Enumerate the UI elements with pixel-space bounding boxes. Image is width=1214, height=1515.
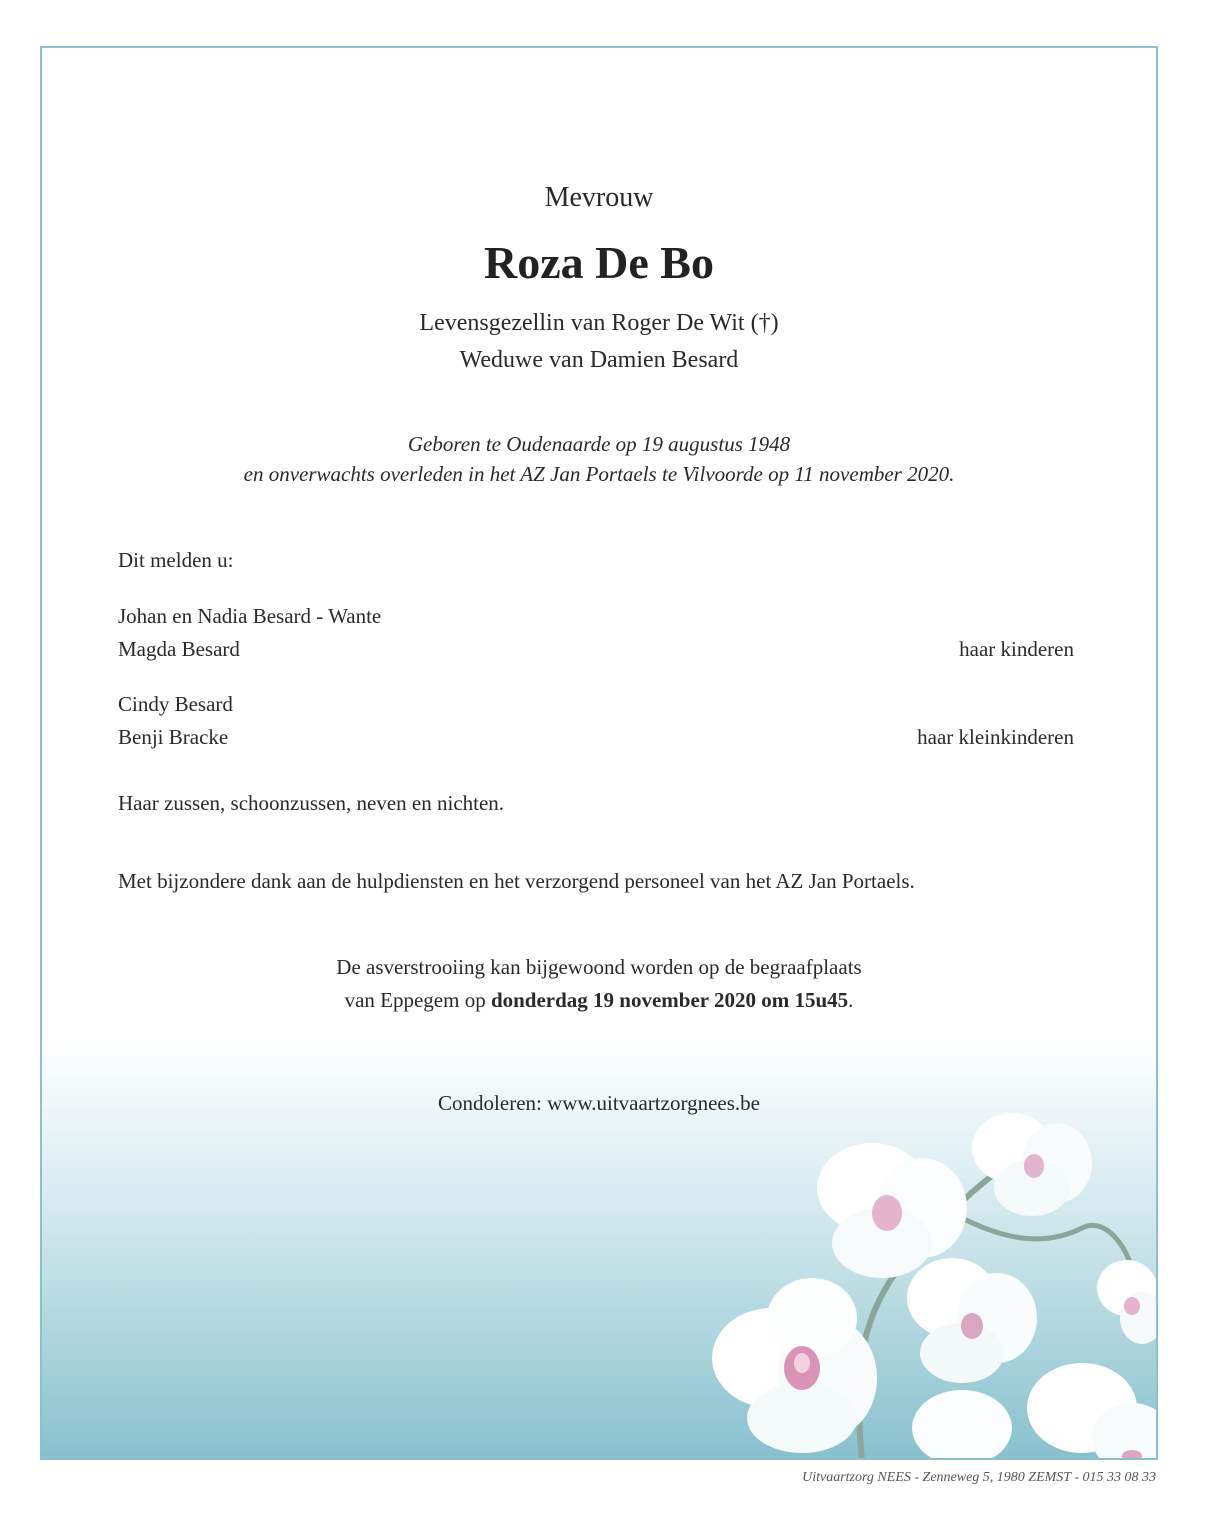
orchid-flower <box>972 1113 1092 1216</box>
orchid-flower <box>1097 1260 1158 1344</box>
thanks-line: Met bijzondere dank aan de hulpdiensten en het verzorgend personeel van het AZ Jan Portaels. <box>118 869 915 893</box>
grandchild-name: Benji Bracke <box>118 725 229 749</box>
child-name: Johan en Nadia Besard - Wante <box>118 604 382 628</box>
condolences-line: Condoleren: www.uitvaartzorgnees.be <box>438 1091 760 1115</box>
ceremony-prefix: van Eppegem op <box>344 988 491 1012</box>
orchid-flower <box>817 1143 967 1278</box>
ceremony-line-1: De asverstrooiing kan bijgewoond worden op de begraafplaats <box>336 955 862 979</box>
family-line: Haar zussen, schoonzussen, neven en nichten. <box>118 791 505 815</box>
grandchild-name: Cindy Besard <box>118 692 233 716</box>
child-name: Magda Besard <box>118 637 240 661</box>
orchid-flower <box>907 1258 1037 1383</box>
ceremony-suffix: . <box>848 988 854 1012</box>
children-label: haar kinderen <box>959 637 1074 661</box>
funeral-home-footer: Uitvaartzorg NEES - Zenneweg 5, 1980 ZEMST - 015 33 08 33 <box>802 1470 1156 1485</box>
announce-intro: Dit melden u: <box>118 548 234 572</box>
orchid-flower <box>712 1278 877 1453</box>
ceremony-line-2 <box>42 988 1156 1013</box>
relation-widow: Weduwe van Damien Besard <box>459 347 739 373</box>
grandchildren-label: haar kleinkinderen <box>917 725 1074 749</box>
death-line: en onverwachts overleden in het AZ Jan Portaels te Vilvoorde op 11 november 2020. <box>243 462 955 486</box>
title-prefix: Mevrouw <box>544 182 654 213</box>
birth-line: Geboren te Oudenaarde op 19 augustus 1948 <box>407 432 791 456</box>
relation-partner: Levensgezellin van Roger De Wit (†) <box>419 310 779 336</box>
orchid-illustration <box>662 1078 1158 1460</box>
ceremony-date: donderdag 19 november 2020 om 15u45 <box>490 988 849 1012</box>
deceased-name: Roza De Bo <box>484 237 714 288</box>
death-notice-card <box>40 46 1158 1460</box>
